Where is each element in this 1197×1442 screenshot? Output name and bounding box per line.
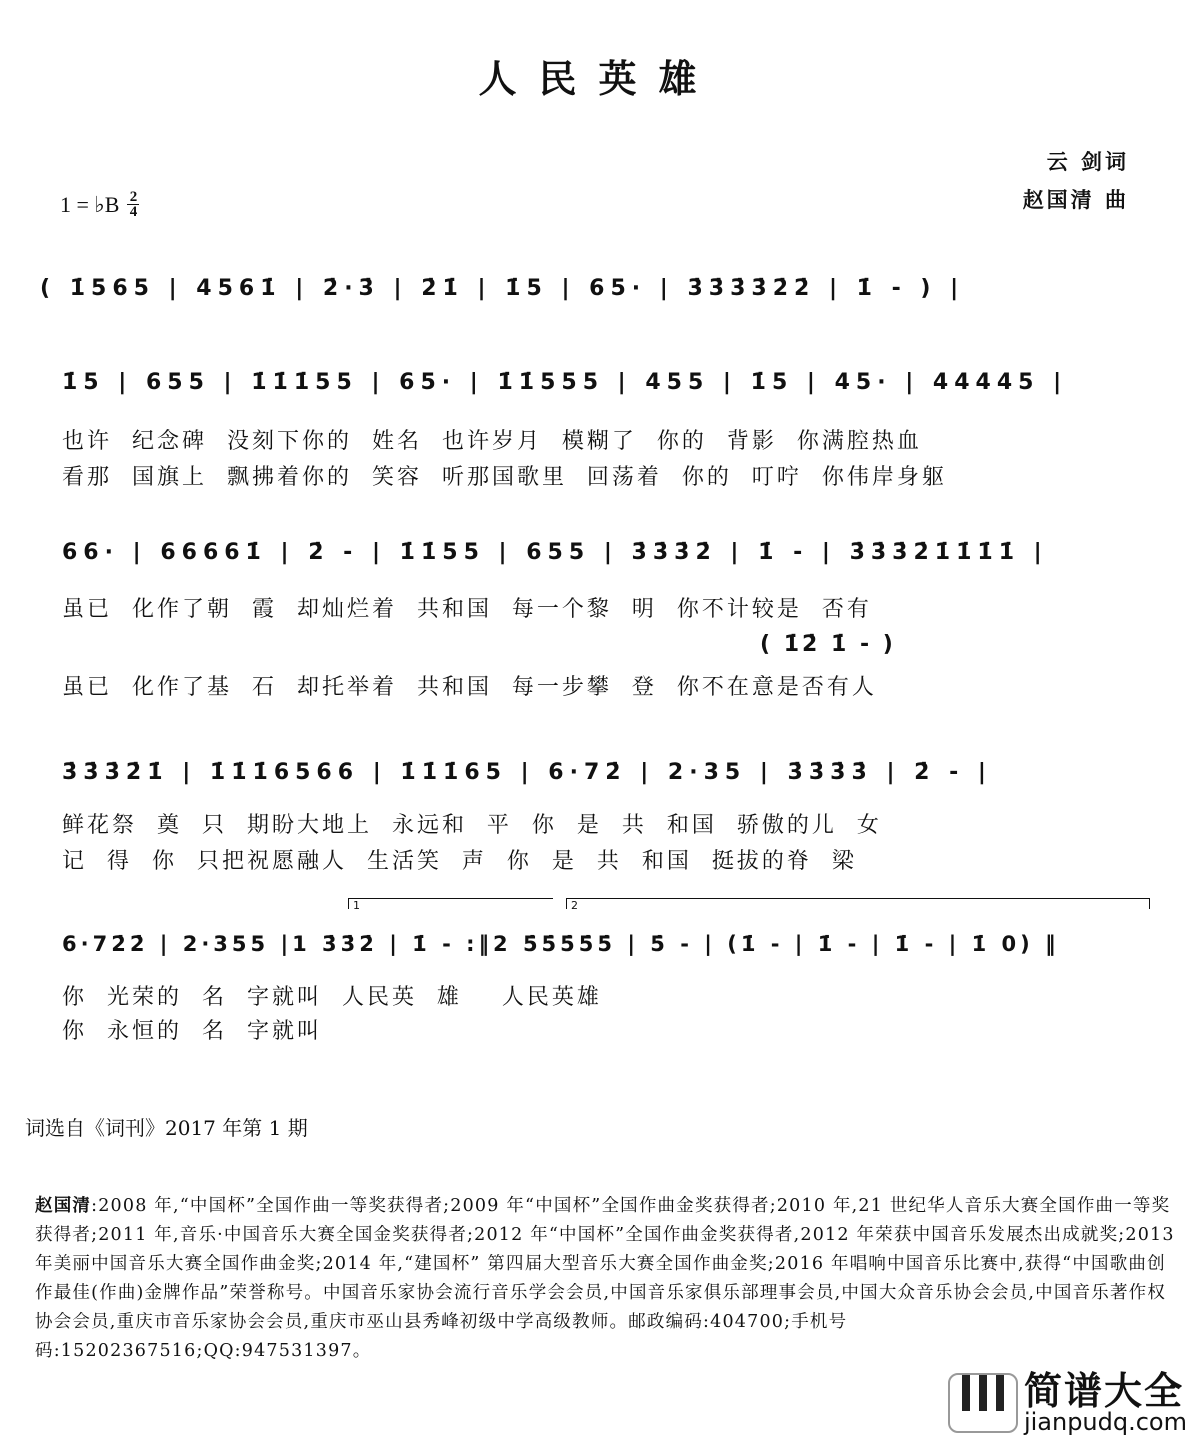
bio-name: 赵国清 — [35, 1196, 92, 1216]
score-line-5-notes: 6·72̇2̇ | 2·355 |1 3̇3̇2̇ | 1̇ - :‖2 5̇5̇5̇5̇5̇ | 5̇ - | (1̇ - | 1̇ - | 1̇ - | 1̇ 0) ‖ — [62, 932, 1060, 956]
lyrics-line-3-verse-2: 虽已 化作了基 石 却托举着 共和国 每一步攀 登 你不在意是否有人 — [62, 675, 877, 700]
lyrics-line-3-verse-1: 虽已 化作了朝 霞 却灿烂着 共和国 每一个黎 明 你不计较是 否有 — [62, 597, 872, 622]
lyrics-line-4-verse-2: 记 得 你 只把祝愿融人 生活笑 声 你 是 共 和国 挺拔的脊 梁 — [62, 849, 857, 874]
key-label: 1 = ♭B — [60, 191, 120, 217]
composer-credit: 赵国清 曲 — [1022, 188, 1129, 212]
watermark-cn: 简谱大全 — [1023, 1369, 1184, 1413]
volta-1: 1 — [348, 898, 553, 909]
key-signature — [60, 190, 139, 219]
time-signature: $\frac{2}{4}$ — [127, 190, 139, 219]
lyricist-credit: 云 剑词 — [1046, 150, 1129, 174]
composer-bio — [35, 1192, 1177, 1366]
lyrics-line-5-verse-2: 你 永恒的 名 字就叫 — [62, 1019, 322, 1044]
bio-text: :2008 年,“中国杯”全国作曲一等奖获得者;2009 年“中国杯”全国作曲金奖获得者;2010 年,21 世纪华人音乐大赛全国作曲一等奖获得者;2011 年,音乐·中国音乐大赛全国金奖获得者;2012 年“中国杯”全国作曲金奖获得者,2012 年荣获中国音乐发展杰出成就奖;2013 年美丽中国音乐大赛全国作曲金奖;2014 年,“建国杯” 第四届大型音乐大赛全国作曲金奖;2016 年唱响中国音乐比赛中,获得“中国歌曲创作最佳(作曲)金牌作品”荣誉称号。中国音乐家协会流行音乐学会会员,中国音乐家俱乐部理事会员,中国大众音乐协会会员,中国音乐著作权协会会员,重庆市音乐家协会会员,重庆市巫山县秀峰初级中学高级教师。邮政编码:404700;手机号码:15202367516;QQ:947531397。 — [35, 1196, 1175, 1361]
score-line-4-notes: 3̇3̇3̇2̇1̇ | 1̇1̇1̇6566 | 1̇1̇1̇65 | 6·72̇ | 2·35 | 3̇3̇3̇3̇ | 2̇ - | — [62, 760, 992, 785]
piano-keys-icon — [948, 1373, 1018, 1433]
song-title: 人民英雄 — [478, 56, 719, 101]
volta-2: 2 — [566, 898, 1150, 909]
lyrics-source: 词选自《词刊》2017 年第 1 期 — [25, 1116, 308, 1140]
lyrics-line-2-verse-2: 看那 国旗上 飘拂着你的 笑容 听那国歌里 回荡着 你的 叮咛 你伟岸身躯 — [62, 465, 947, 490]
score-line-1-notes: ( 1̇565 | 4561̇ | 2̇·3̇ | 2̇1̇ | 1̇5 | 65· | 3̇3̇3̇3̇2̇2̇ | 1̇ - ) | — [40, 276, 965, 301]
lyrics-line-5-verse-1: 你 光荣的 名 字就叫 人民英 雄 人民英雄 — [62, 985, 602, 1010]
score-line-2-notes: 1̇5 | 655 | 1̇1̇1̇55 | 65· | 1̇1̇555 | 455 | 1̇5 | 45· | 44445 | — [62, 370, 1068, 395]
site-watermark — [948, 1369, 1187, 1436]
interlude-notes: ( 1̇2̇ 1̇ - ) — [760, 632, 896, 657]
lyrics-line-4-verse-1: 鲜花祭 奠 只 期盼大地上 永远和 平 你 是 共 和国 骄傲的儿 女 — [62, 813, 882, 838]
watermark-en: jianpudq.com — [1023, 1408, 1187, 1436]
lyrics-line-2-verse-1: 也许 纪念碑 没刻下你的 姓名 也许岁月 模糊了 你的 背影 你满腔热血 — [62, 429, 922, 454]
score-line-3-notes: 66· | 66661̇ | 2̇ - | 1̇1̇55 | 655 | 3̇3̇3̇2̇ | 1̇ - | 3̇3̇3̇2̇1̇1̇1̇1̇ | — [62, 540, 1048, 565]
